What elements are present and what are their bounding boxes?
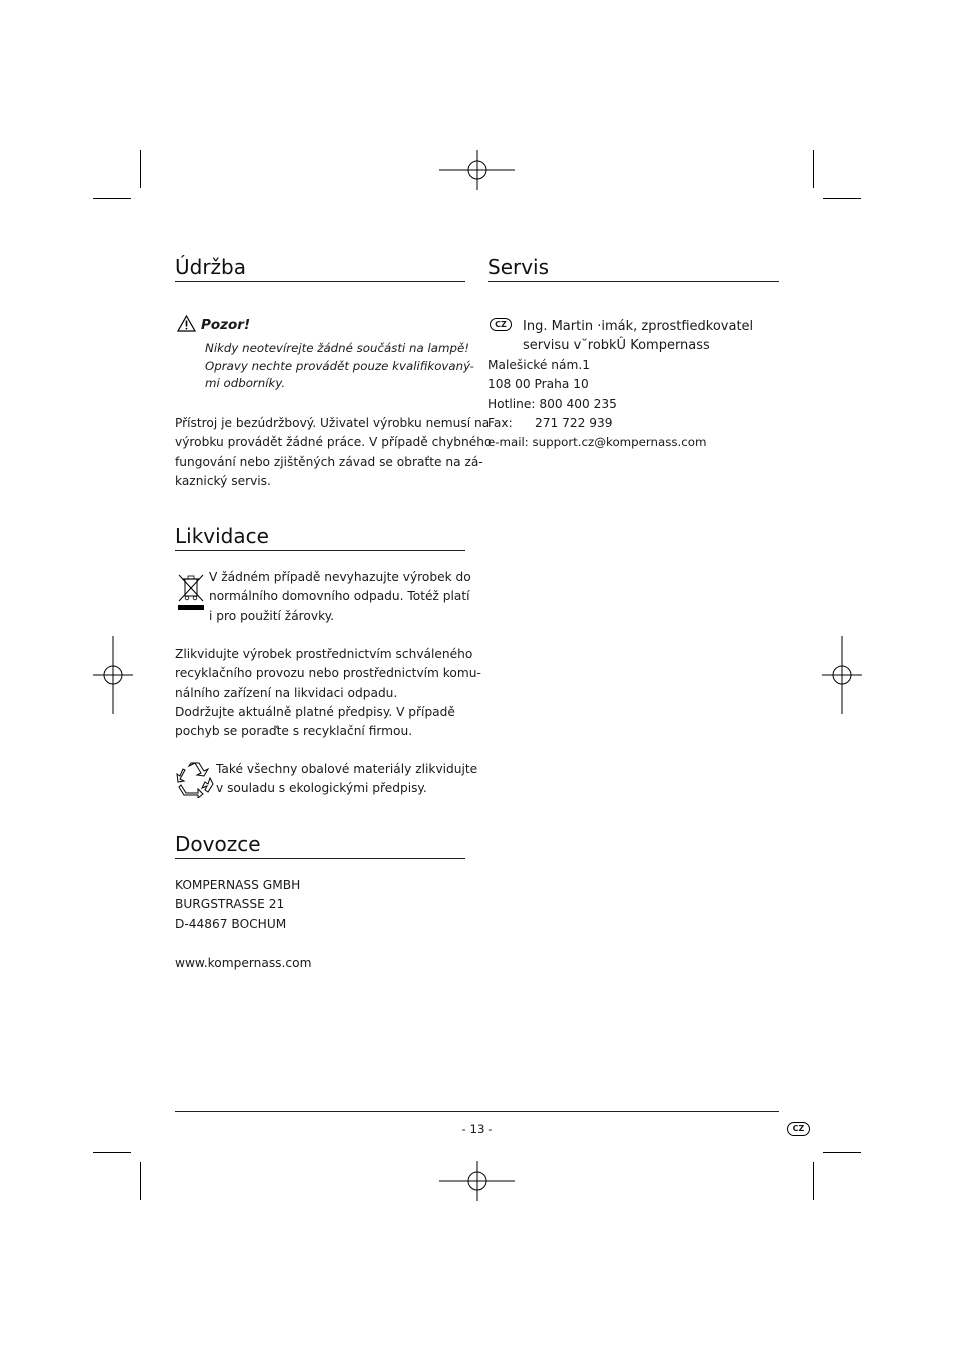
dovozce-rule <box>175 858 465 859</box>
likvidace-heading: Likvidace <box>175 524 269 548</box>
recycle-text: Také všechny obalové materiály zlikvidujte v souladu s ekologickými předpisy. <box>216 762 478 796</box>
registration-mark-left <box>93 636 133 714</box>
servis-rule <box>488 281 779 282</box>
importer-website[interactable]: www.kompernass.com <box>175 956 312 970</box>
recycle-icon <box>175 760 215 798</box>
crossed-bin-icon <box>176 570 206 612</box>
dovozce-heading: Dovozce <box>175 832 261 856</box>
fax-value: 271 722 939 <box>535 415 613 430</box>
udrzba-rule <box>175 281 465 282</box>
warning-title: Pozor! <box>201 317 251 333</box>
page-number: - 13 - <box>461 1122 493 1136</box>
service-details: Malešické nám.1 108 00 Praha 10 Hotline: 800 400 235 Fax: 271 722 939 <box>488 356 617 433</box>
footer-cz-badge-icon: CZ <box>787 1122 810 1136</box>
service-contact-title: Ing. Martin ·imák, zprostfiedkovatel servisu v˘robkÛ Kompernass <box>523 319 754 354</box>
warning-triangle-icon <box>177 315 196 332</box>
registration-mark-top <box>437 150 517 190</box>
cz-badge-icon: CZ <box>490 318 512 331</box>
likvidace-rule <box>175 550 465 551</box>
likvidace-paragraph: Zlikvidujte výrobek prostřednictvím schváleného recyklačního provozu nebo prostřednictvím komu- nálního zařízení na likvidaci odpadu. Dodržujte aktuálně platné předpisy. V případě pochyb se poraďte s recyklační firmou. <box>175 647 481 739</box>
service-email[interactable]: e-mail: support.cz@kompernass.com <box>488 435 707 449</box>
registration-mark-right <box>822 636 862 714</box>
footer-rule <box>175 1111 779 1112</box>
importer-address: KOMPERNASS GMBH BURGSTRASSE 21 D-44867 BOCHUM <box>175 878 301 931</box>
udrzba-heading: Údržba <box>175 255 247 279</box>
fax-label: Fax: <box>488 415 513 430</box>
registration-mark-bottom <box>437 1161 517 1201</box>
weee-text: V žádném případě nevyhazujte výrobek do normálního domovního odpadu. Totéž platí i pro použití žárovky. <box>209 570 471 623</box>
udrzba-paragraph: Přístroj je bezúdržbový. Uživatel výrobku nemusí na výrobku provádět žádné práce. V případě chybného fungování nebo zjištěných závad se obraťte na zá- kaznický servis. <box>175 416 492 488</box>
servis-heading: Servis <box>488 255 550 279</box>
warning-text: Nikdy neotevírejte žádné součásti na lampě! Opravy nechte provádět pouze kvalifikovaný- mi odborníky. <box>205 341 474 390</box>
